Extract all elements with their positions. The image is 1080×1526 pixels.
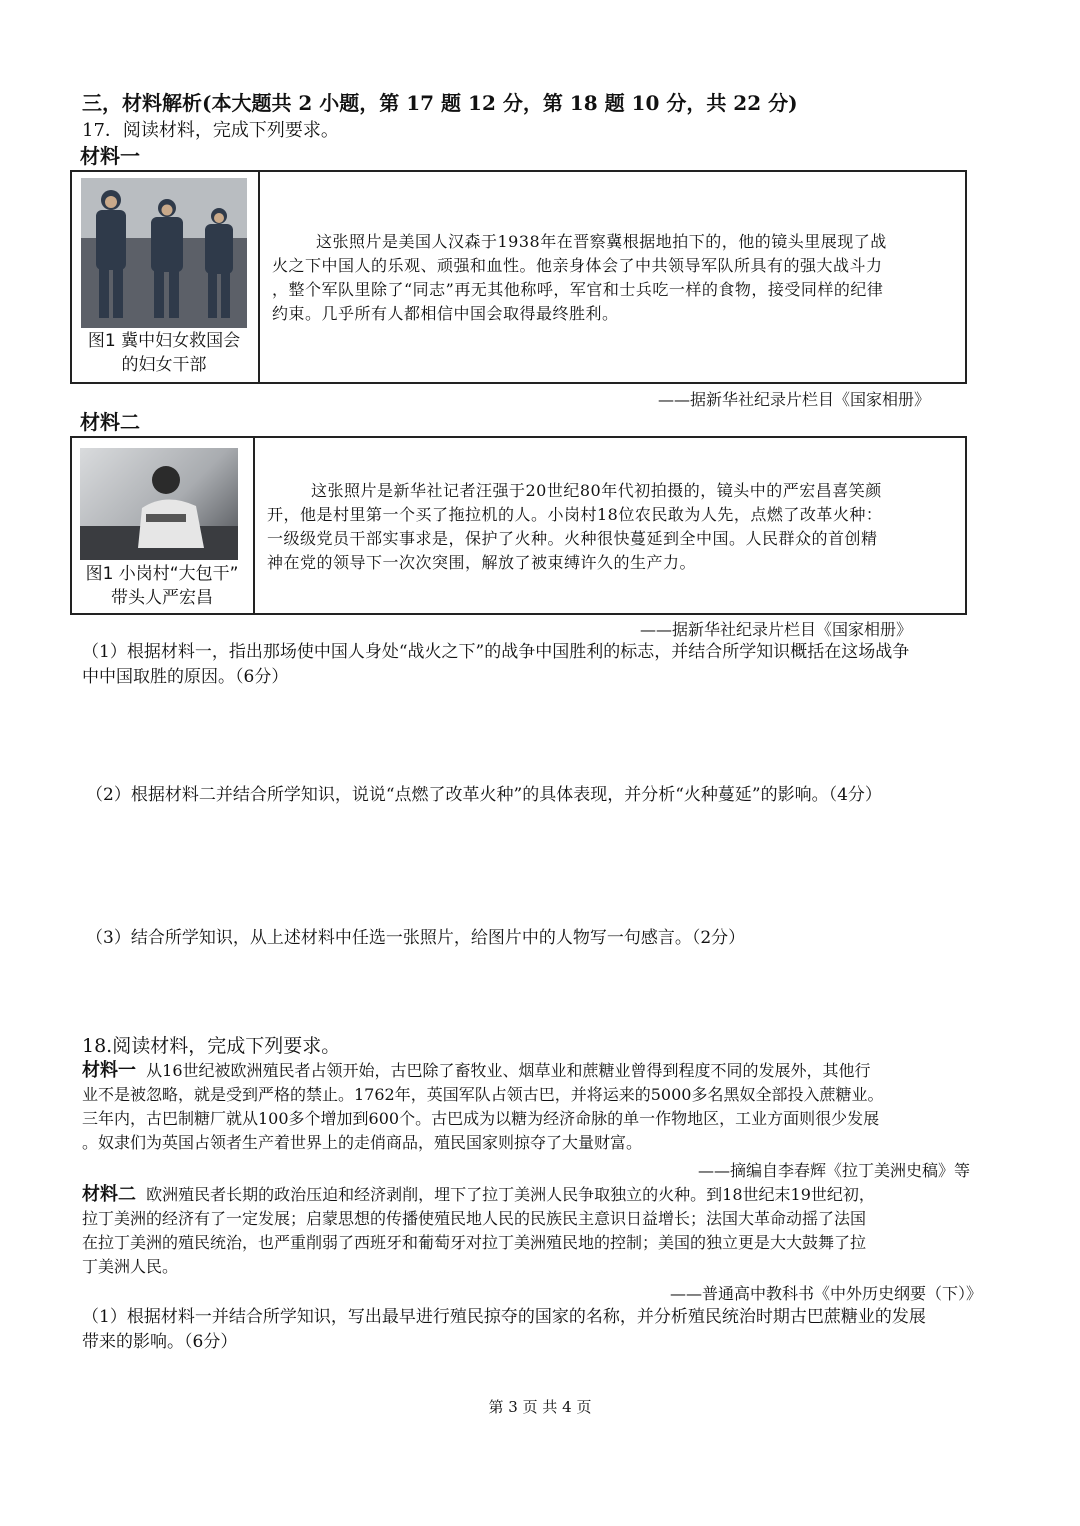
q18-prompt: 18.阅读材料，完成下列要求。 (82, 1035, 341, 1057)
q17-material2-box (70, 436, 967, 615)
q18-material2-label: 材料二 (82, 1184, 136, 1205)
q17-material1-caption-line2: 的妇女干部 (121, 355, 207, 375)
women-cadres-photo (81, 178, 247, 328)
q17-material1-caption-line1: 图1 冀中妇女救国会 (87, 331, 241, 351)
q17-material1-source: ——据新华社纪录片栏目《国家相册》 (658, 390, 931, 409)
q17-material2-source: ——据新华社纪录片栏目《国家相册》 (640, 620, 913, 639)
women-cadres-figures (81, 178, 247, 328)
q18-sub1-line1: （1）根据材料一并结合所学知识，写出最早进行殖民掠夺的国家的名称，并分析殖民统治时期古巴蔗糖业的发展 (82, 1307, 926, 1327)
q17-m2-line: 这张照片是新华社记者汪强于20世纪80年代初拍摄的，镜头中的严宏昌喜笑颜 (311, 481, 882, 500)
q17-material1-image-cell (72, 172, 260, 382)
q17-sub3: （3）结合所学知识，从上述材料中任选一张照片，给图片中的人物写一句感言。（2分） (86, 928, 746, 948)
q17-material2-text (267, 479, 882, 575)
q17-m1-line: 约束。几乎所有人都相信中国会取得最终胜利。 (272, 304, 619, 323)
q17-material2-image-cell (72, 438, 255, 613)
q18-material1 (82, 1059, 883, 1155)
q17-material1-label: 材料一 (80, 144, 140, 168)
q17-material2-caption-line1: 图1 小岗村“大包干” (85, 564, 239, 584)
q18-m1-line: 。奴隶们为英国占领者生产着世界上的走俏商品，殖民国家则掠夺了大量财富。 (82, 1133, 643, 1152)
q18-material1-first-line: 从16世纪被欧洲殖民者占领开始，古巴除了畜牧业、烟草业和蔗糖业曾得到程度不同的发展外，其他行 (146, 1061, 871, 1080)
q18-m2-line: 拉丁美洲的经济有了一定发展；启蒙思想的传播使殖民地人民的民族民主意识日益增长；法国大革命动摇了法国 (82, 1209, 867, 1228)
yan-hongchang-figure (80, 448, 238, 560)
q18-m1-line: 三年内，古巴制糖厂就从100多个增加到600个。古巴成为以糖为经济命脉的单一作物地区，工业方面则很少发展 (82, 1109, 880, 1128)
q18-material1-label: 材料一 (82, 1060, 136, 1081)
section-title: 三，材料解析(本大题共 2 小题，第 17 题 12 分，第 18 题 10 分，共 22 分) (82, 91, 798, 115)
q17-material1-box (70, 170, 967, 384)
q18-sub1-line2: 带来的影响。（6分） (82, 1332, 238, 1352)
q18-m2-line: 在拉丁美洲的殖民统治，也严重削弱了西班牙和葡萄牙对拉丁美洲殖民地的控制；美国的独立更是大大鼓舞了拉 (82, 1233, 867, 1252)
yan-hongchang-photo (80, 448, 238, 560)
q18-m2-line: 丁美洲人民。 (82, 1257, 179, 1276)
q17-m1-line: ，整个军队里除了“同志”再无其他称呼，军官和士兵吃一样的食物，接受同样的纪律 (272, 280, 884, 299)
q17-sub1-line2: 中中国取胜的原因。（6分） (82, 667, 289, 687)
q17-material1-text (272, 230, 887, 326)
q17-sub1-line1: （1）根据材料一，指出那场使中国人身处“战火之下”的战争中国胜利的标志，并结合所学知识概括在这场战争 (82, 642, 910, 662)
q17-prompt: 17．阅读材料，完成下列要求。 (82, 120, 339, 141)
q17-m1-line: 火之下中国人的乐观、顽强和血性。他亲身体会了中共领导军队所具有的强大战斗力 (272, 256, 883, 275)
q17-m1-line: 这张照片是美国人汉森于1938年在晋察冀根据地拍下的，他的镜头里展现了战 (316, 232, 887, 251)
q17-material2-label: 材料二 (80, 410, 140, 434)
q17-m2-line: 一级级党员干部实事求是，保护了火种。火种很快蔓延到全中国。人民群众的首创精 (267, 529, 878, 548)
q17-material2-caption-line2: 带头人严宏昌 (111, 588, 213, 608)
q17-sub2: （2）根据材料二并结合所学知识，说说“点燃了改革火种”的具体表现，并分析“火种蔓延”的影响。（4分） (86, 785, 882, 805)
q18-material2 (82, 1183, 875, 1279)
q17-m2-line: 神在党的领导下一次次突围，解放了被束缚许久的生产力。 (267, 553, 697, 572)
q18-material2-first-line: 欧洲殖民者长期的政治压迫和经济剥削，埋下了拉丁美洲人民争取独立的火种。到18世纪末19世纪初， (146, 1185, 875, 1204)
q18-m1-line: 业不是被忽略，就是受到严格的禁止。1762年，英国军队占领古巴，并将运来的5000多名黑奴全部投入蔗糖业。 (82, 1085, 884, 1104)
q18-material2-source: ——普通高中教科书《中外历史纲要（下）》 (670, 1284, 983, 1303)
q18-material1-source: ——摘编自李春辉《拉丁美洲史稿》等 (698, 1161, 971, 1180)
page-footer: 第 3 页 共 4 页 (488, 1398, 592, 1416)
q17-m2-line: 开，他是村里第一个买了拖拉机的人。小岗村18位农民敢为人先，点燃了改革火种： (267, 505, 883, 524)
